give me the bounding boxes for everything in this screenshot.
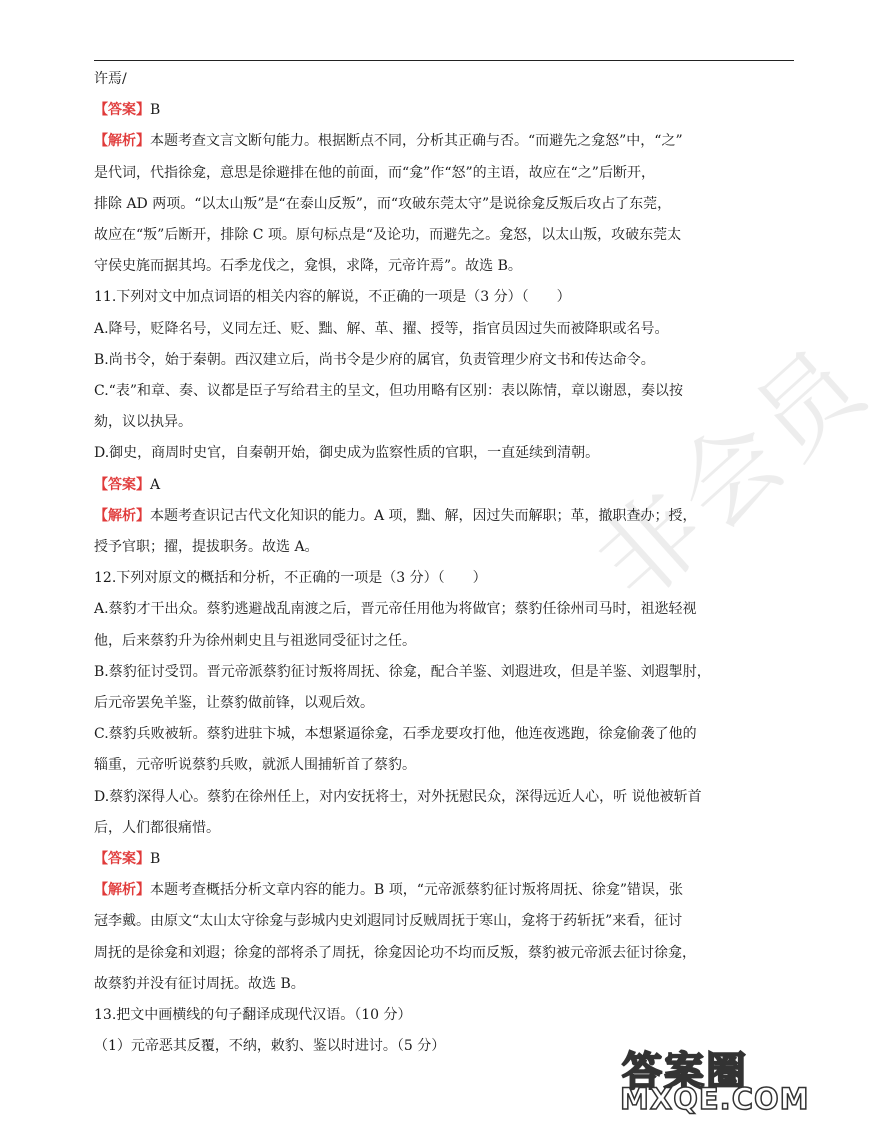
text-line: 故蔡豹并没有征讨周抚。故选 B。 — [94, 975, 305, 992]
text-line: 排除 AD 两项。“以太山叛”是“在泰山反叛”，而“攻破东莞太守”是说徐龛反叛后攻占了东莞， — [94, 195, 672, 212]
text-line: 后元帝罢免羊鉴，让蔡豹做前锋，以观后效。 — [94, 695, 374, 712]
option-line: C.蔡豹兵败被斩。蔡豹进驻卞城，本想紧逼徐龛，石季龙要攻打他，他连夜逃跑，徐龛偷袭了他的 — [94, 726, 697, 743]
option-line: A.降号，贬降名号，义同左迁、贬、黜、解、革、擢、授等，指官员因过失而被降职或名号。 — [94, 320, 669, 337]
analysis-line: 【解析】本题考查识记古代文化知识的能力。A 项，黜、解，因过失而解职；革，撤职查办；授， — [94, 507, 697, 524]
text-line: 授予官职；擢，提拔职务。故选 A。 — [94, 539, 319, 556]
answer-tag: 【答案】 — [94, 102, 150, 119]
option-line: C.“表”和章、奏、议都是臣子写给君主的呈文，但功用略有区别：表以陈情，章以谢恩，奏以按 — [94, 383, 683, 400]
text-line: 后，人们都很痛惜。 — [94, 819, 220, 836]
answer-tag: 【答案】 — [94, 476, 150, 493]
answer-line: 【答案】B — [94, 102, 161, 119]
text-line: 劾，议以执异。 — [94, 414, 192, 431]
option-line: A.蔡豹才干出众。蔡豹逃避战乱南渡之后，晋元帝任用他为将做官；蔡豹任徐州司马时，祖逖轻视 — [94, 601, 697, 618]
analysis-tag: 【解析】 — [94, 133, 150, 150]
logo-cn-text: 答案圈 — [622, 1049, 748, 1095]
question-line: 11.下列对文中加点词语的相关内容的解说，不正确的一项是（3 分）（ ） — [94, 289, 571, 306]
document-body — [94, 64, 711, 1063]
question-line: 13.把文中画横线的句子翻译成现代汉语。（10 分） — [94, 1007, 412, 1024]
question-line: 12.下列对原文的概括和分析，不正确的一项是（3 分）（ ） — [94, 570, 487, 587]
analysis-line: 【解析】本题考查概括分析文章内容的能力。B 项，“元帝派蔡豹征讨叛将周抚、徐龛”错误，张 — [94, 882, 684, 899]
analysis-tag: 【解析】 — [94, 882, 150, 899]
option-line: D.蔡豹深得人心。蔡豹在徐州任上，对内安抚将士，对外抚慰民众，深得远近人心，听 说他被斩首 — [94, 788, 702, 805]
analysis-tag: 【解析】 — [94, 507, 150, 524]
text-line: 故应在“叛”后断开，排除 C 项。原句标点是“及论功，而避先之。龛怒，以太山叛，攻破东莞太 — [94, 227, 682, 244]
answer-line: 【答案】B — [94, 851, 161, 868]
option-line: B.蔡豹征讨受罚。晋元帝派蔡豹征讨叛将周抚、徐龛，配合羊鉴、刘遐进攻，但是羊鉴、刘遐掣肘， — [94, 663, 711, 680]
site-logo — [614, 1040, 810, 1116]
subquestion-line: （1）元帝恶其反覆，不纳，敕豹、鉴以时进讨。（5 分） — [94, 1038, 446, 1055]
text-line: 冠李戴。由原文“太山太守徐龛与彭城内史刘遐同讨反贼周抚于寒山，龛将于药斩抚”来看，征讨 — [94, 913, 683, 930]
answer-line: 【答案】A — [94, 476, 161, 493]
watermark: 非会员 — [574, 323, 890, 624]
option-line: D.御史，商周时史官，自秦朝开始，御史成为监察性质的官职，一直延续到清朝。 — [94, 445, 600, 462]
text-line: 他，后来蔡豹升为徐州刺史且与祖逖同受征讨之任。 — [94, 632, 416, 649]
analysis-line: 【解析】本题考查文言文断句能力。根据断点不同，分析其正确与否。“而避先之龛怒”中，“之” — [94, 133, 683, 150]
answer-tag: 【答案】 — [94, 851, 150, 868]
text-line: 辎重，元帝听说蔡豹兵败，就派人围捕斩首了蔡豹。 — [94, 757, 416, 774]
text-line: 周抚的是徐龛和刘遐；徐龛的部将杀了周抚，徐龛因论功不均而反叛，蔡豹被元帝派去征讨徐龛， — [94, 944, 696, 961]
text-line: 守侯史旄而据其坞。石季龙伐之，龛惧，求降，元帝许焉”。故选 B。 — [94, 258, 522, 275]
logo-en-text: MXQE.COM — [620, 1082, 810, 1116]
text-line: 许焉/ — [94, 71, 127, 87]
option-line: B.尚书令，始于秦朝。西汉建立后，尚书令是少府的属官，负责管理少府文书和传达命令。 — [94, 351, 655, 368]
text-line: 是代词，代指徐龛，意思是徐避排在他的前面，而“龛”作“怒”的主语，故应在“之”后断开， — [94, 164, 655, 181]
header-rule — [94, 60, 794, 61]
